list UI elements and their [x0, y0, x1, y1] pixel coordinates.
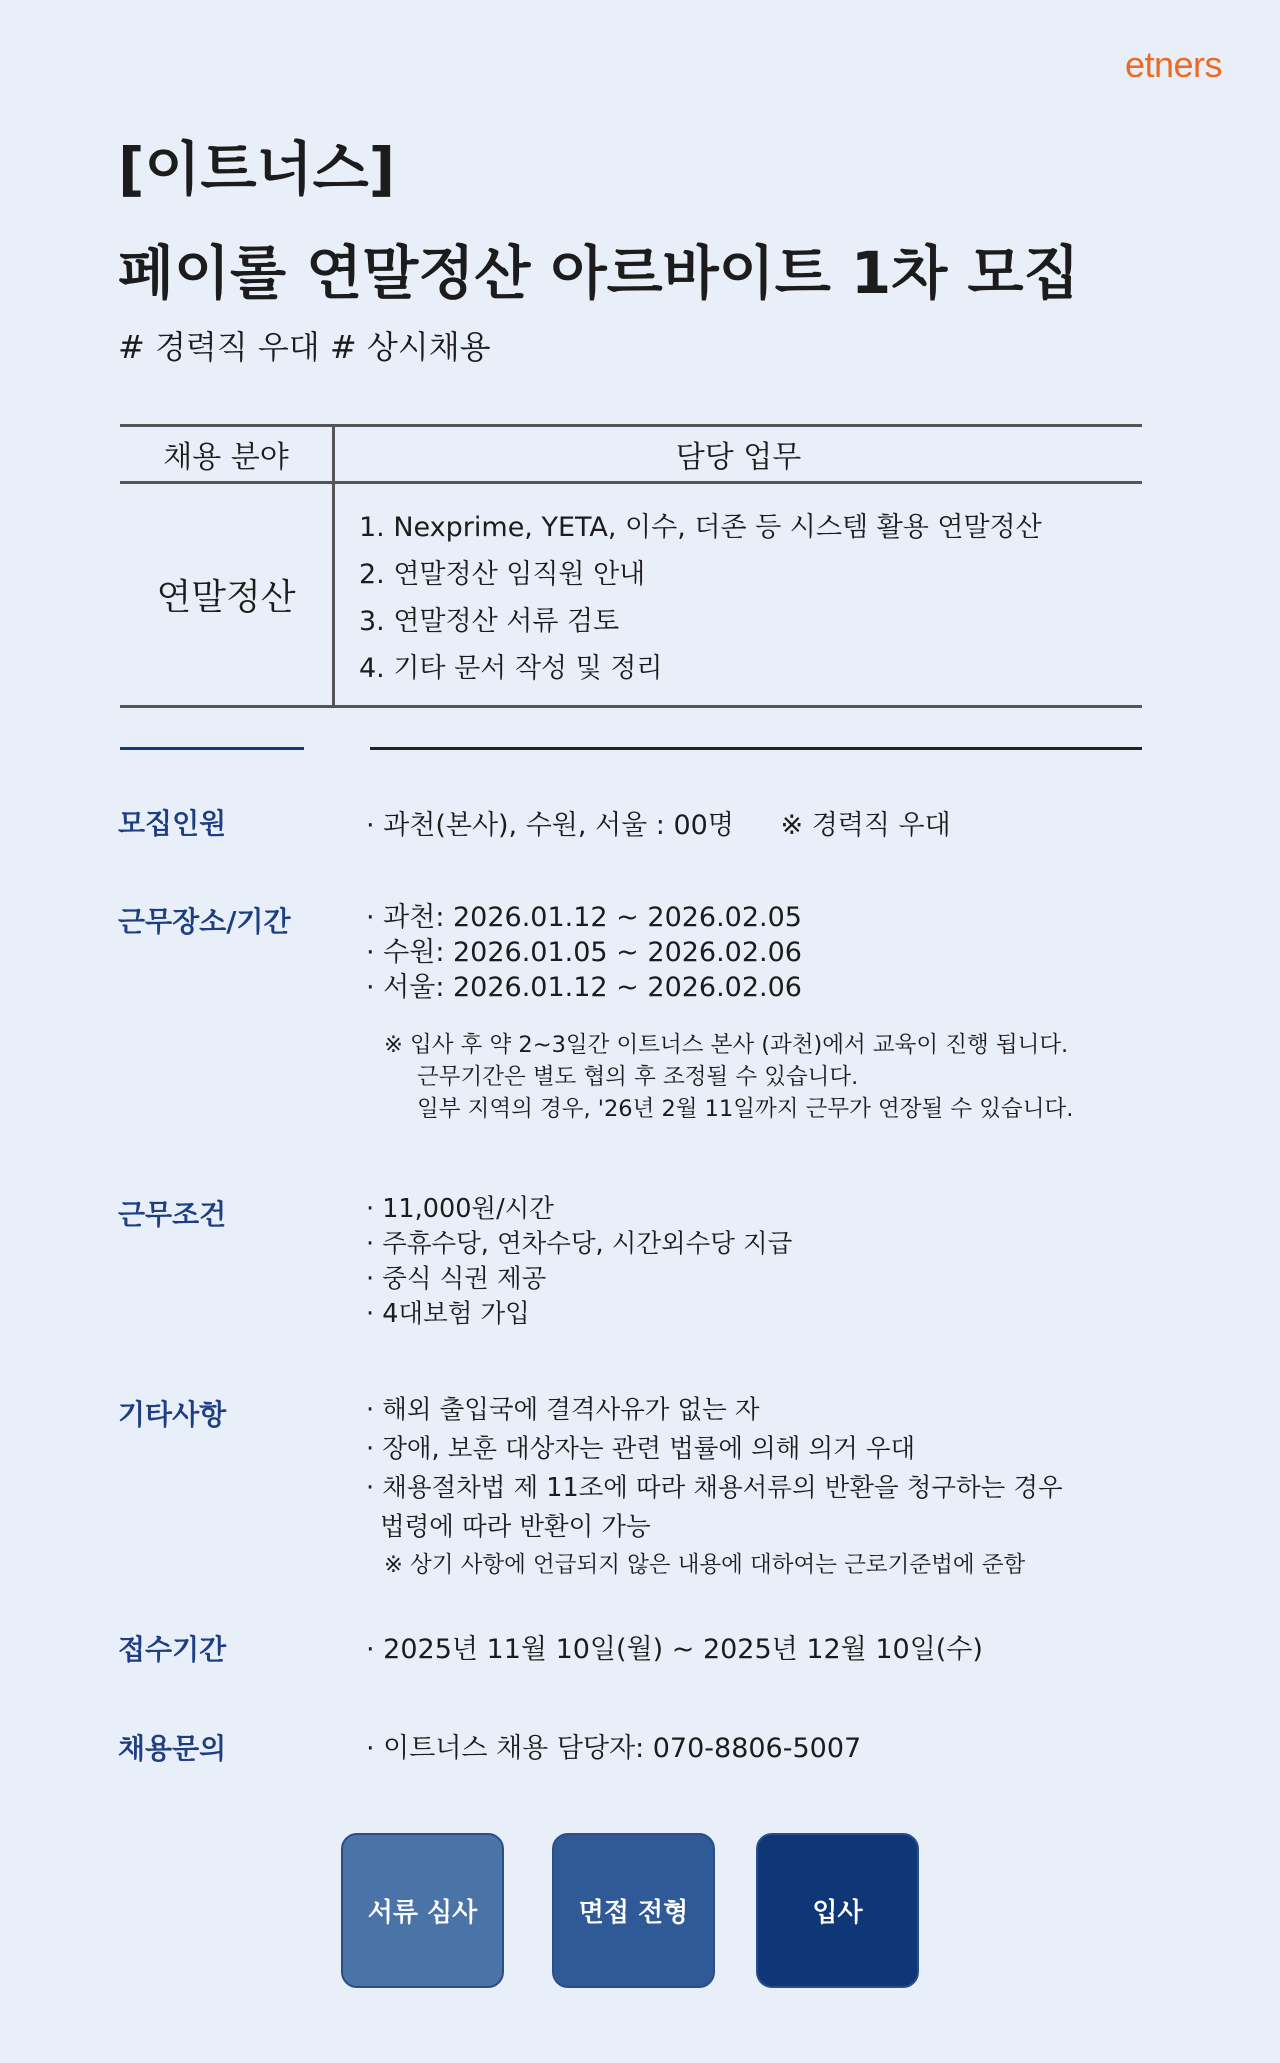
label-conditions: 근무조건 [118, 1198, 227, 1231]
conditions-content [366, 1192, 792, 1332]
field-name: 연말정산 [120, 484, 335, 705]
place-note: 일부 지역의 경우, '26년 2월 11일까지 근무가 연장될 수 있습니다. [417, 1096, 1074, 1122]
place-note: 근무기간은 별도 협의 후 조정될 수 있습니다. [417, 1064, 859, 1090]
label-period: 접수기간 [118, 1633, 227, 1666]
place-line: · 서울: 2026.01.12 ~ 2026.02.06 [366, 972, 802, 1003]
etc-content [366, 1391, 1063, 1581]
duty-item: 4. 기타 문서 작성 및 정리 [359, 653, 663, 684]
condition-line: · 중식 식권 제공 [366, 1264, 547, 1294]
etc-line: · 해외 출입국에 결격사유가 없는 자 [366, 1395, 760, 1425]
recruit-note: ※ 경력직 우대 [780, 810, 951, 841]
step-hire: 입사 [756, 1833, 919, 1988]
condition-line: · 주휴수당, 연차수당, 시간외수당 지급 [366, 1229, 793, 1259]
duty-table [120, 424, 1142, 708]
duty-item: 1. Nexprime, YETA, 이수, 더존 등 시스템 활용 연말정산 [359, 512, 1042, 543]
label-contact: 채용문의 [118, 1732, 227, 1765]
header-field: 채용 분야 [120, 427, 335, 481]
duty-table-row [120, 484, 1142, 705]
place-content [366, 900, 1073, 1125]
etc-line: · 채용절차법 제 11조에 따라 채용서류의 반환을 청구하는 경우 [366, 1473, 1063, 1503]
place-note: ※ 입사 후 약 2~3일간 이트너스 본사 (과천)에서 교육이 진행 됩니다. [384, 1032, 1069, 1058]
condition-line: · 4대보험 가입 [366, 1299, 530, 1329]
etc-line: · 장애, 보훈 대상자는 관련 법률에 의해 의거 우대 [366, 1434, 916, 1464]
recruit-text: · 과천(본사), 수원, 서울 : 00명 [366, 810, 734, 841]
label-recruit: 모집인원 [118, 807, 227, 840]
label-etc: 기타사항 [118, 1398, 227, 1431]
step-document-review: 서류 심사 [341, 1833, 504, 1988]
period-content [366, 1627, 983, 1666]
page-title-company: [이트너스] [118, 135, 396, 203]
duty-item: 3. 연말정산 서류 검토 [359, 606, 620, 637]
header-duties: 담당 업무 [675, 440, 802, 475]
label-place: 근무장소/기간 [118, 905, 291, 938]
place-line: · 수원: 2026.01.05 ~ 2026.02.06 [366, 937, 802, 968]
divider-left [120, 747, 304, 750]
etc-line: 법령에 따라 반환이 가능 [380, 1512, 651, 1542]
duty-table-header [120, 427, 1142, 484]
contact-text: · 이트너스 채용 담당자: 070-8806-5007 [366, 1733, 862, 1764]
duty-list [335, 484, 1142, 705]
etners-logo: etners [1124, 44, 1222, 85]
step-interview: 면접 전형 [552, 1833, 715, 1988]
page-title: 페이롤 연말정산 아르바이트 1차 모집 [118, 239, 1080, 307]
place-line: · 과천: 2026.01.12 ~ 2026.02.05 [366, 902, 802, 933]
condition-line: · 11,000원/시간 [366, 1194, 554, 1224]
period-text: · 2025년 11월 10일(월) ~ 2025년 12월 10일(수) [366, 1634, 983, 1665]
recruit-content [366, 803, 951, 842]
duty-item: 2. 연말정산 임직원 안내 [359, 559, 646, 590]
divider-right [370, 747, 1142, 750]
etc-note: ※ 상기 사항에 언급되지 않은 내용에 대하여는 근로기준법에 준함 [384, 1552, 1026, 1578]
hashtags: # 경력직 우대 # 상시채용 [118, 328, 491, 366]
contact-content [366, 1726, 861, 1765]
